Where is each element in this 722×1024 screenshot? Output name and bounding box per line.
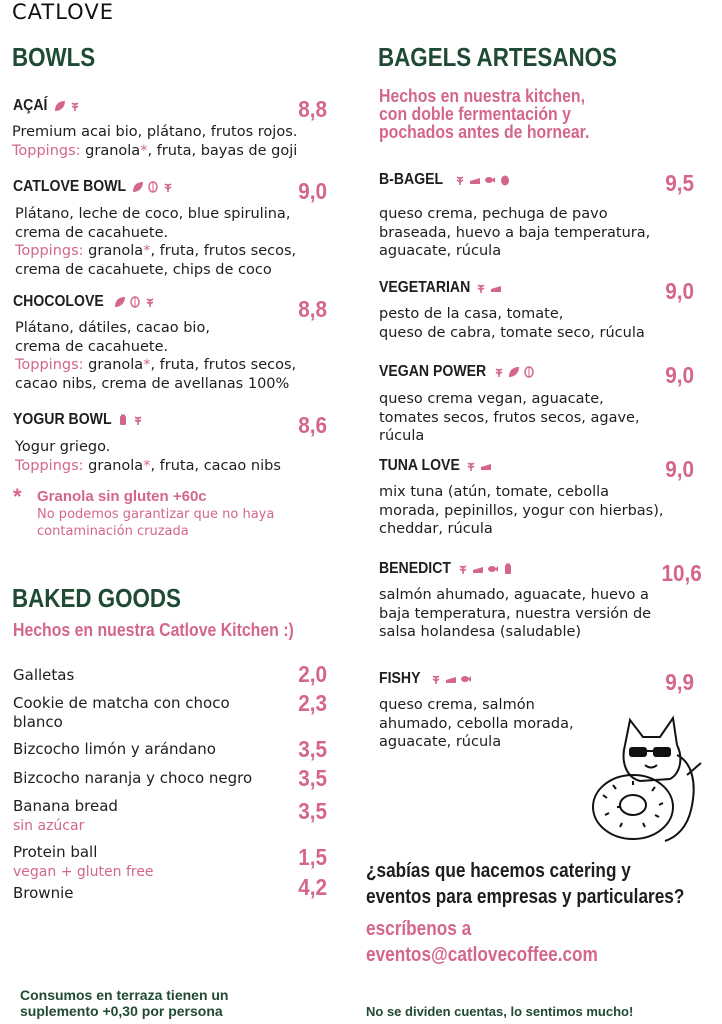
desc-line: braseada, huevo a baja temperatura, xyxy=(379,224,651,241)
menu-item-catlove-bowl xyxy=(13,178,174,196)
menu-item-vegan-power xyxy=(379,363,535,381)
desc-line: queso crema vegan, aguacate, xyxy=(379,391,604,407)
desc-line: queso de cabra, tomate seco, rúcula xyxy=(379,324,645,341)
toppings-text: granola xyxy=(80,142,141,159)
milk-icon xyxy=(117,414,129,426)
allergen-icons xyxy=(457,563,514,575)
item-name: CHOCOLOVE xyxy=(13,293,104,310)
toppings-label: Toppings: xyxy=(15,457,84,474)
item-price: 9,0 xyxy=(665,362,694,388)
menu-item-vegetarian xyxy=(379,279,502,297)
item-description xyxy=(379,696,574,752)
item-description xyxy=(379,586,651,642)
allergen-icons xyxy=(114,296,156,308)
asterisk: * xyxy=(140,142,148,159)
baked-item-price: 1,5 xyxy=(298,844,327,870)
allergen-icons xyxy=(54,100,81,112)
catering-line: ¿sabías que hacemos catering y xyxy=(366,860,631,882)
allergen-icons xyxy=(493,366,535,378)
allergen-icons xyxy=(430,673,472,685)
baked-item-sub: vegan + gluten free xyxy=(13,864,154,880)
item-name: TUNA LOVE xyxy=(379,457,460,474)
wheat-icon xyxy=(430,673,442,685)
fish-icon xyxy=(460,673,472,685)
baked-item-name xyxy=(13,694,230,732)
item-description xyxy=(15,205,296,279)
menu-item-acai xyxy=(13,97,81,115)
note-line: contaminación cruzada xyxy=(37,524,189,539)
item-price: 10,6 xyxy=(661,560,702,586)
item-price: 9,5 xyxy=(665,170,694,196)
catering-line: eventos para empresas y particulares? xyxy=(366,886,685,908)
toppings-text: , fruta, frutos secos, xyxy=(150,357,297,373)
item-name: VEGETARIAN xyxy=(379,279,471,296)
item-description xyxy=(379,483,664,539)
item-price: 8,8 xyxy=(298,96,327,122)
subtitle-line: con doble fermentación y xyxy=(379,104,571,124)
toppings-text: , fruta, bayas de goji xyxy=(147,142,298,159)
desc-line: crema de cacahuete. xyxy=(15,338,169,355)
item-name: B-BAGEL xyxy=(379,171,444,188)
item-name: BENEDICT xyxy=(379,560,451,577)
baked-item-name: Banana bread xyxy=(13,797,118,815)
toppings-line xyxy=(15,356,296,375)
cheese-icon xyxy=(469,174,481,186)
footer-line: suplemento +0,30 por persona xyxy=(20,1003,223,1019)
desc-line: tomates secos, frutos secos, agave, xyxy=(379,409,640,426)
note-line: No podemos garantizar que no haya xyxy=(37,507,275,522)
menu-item-fishy xyxy=(379,670,472,688)
menu-item-b-bagel xyxy=(379,171,511,189)
desc-line: Yogur griego. xyxy=(15,439,111,455)
desc-line: Plátano, leche de coco, blue spirulina, xyxy=(15,206,291,222)
allergen-icons xyxy=(132,181,174,193)
baked-item-name-line: Cookie de matcha con choco xyxy=(13,694,230,712)
catering-cta xyxy=(366,916,598,968)
nut-icon xyxy=(523,366,535,378)
allergen-icons xyxy=(475,282,502,294)
toppings-line xyxy=(15,242,296,261)
fish-icon xyxy=(487,563,499,575)
desc-line: ahumado, cebolla morada, xyxy=(379,715,574,732)
asterisk: * xyxy=(143,457,151,474)
desc-line: morada, pepinillos, yogur con hierbas), xyxy=(379,502,664,519)
baked-item-name-line: blanco xyxy=(13,713,63,731)
desc-line: cacao nibs, crema de avellanas 100% xyxy=(15,375,290,392)
section-subtitle-bagels xyxy=(379,87,589,141)
subtitle-line: Hechos en nuestra kitchen, xyxy=(379,86,585,106)
toppings-text: granola xyxy=(83,243,144,259)
footer-line: Consumos en terraza tienen un xyxy=(20,987,229,1003)
leaf-icon xyxy=(508,366,520,378)
baked-item-price: 4,2 xyxy=(298,874,327,900)
leaf-icon xyxy=(114,296,126,308)
item-name: VEGAN POWER xyxy=(379,363,487,380)
baked-item-price: 3,5 xyxy=(298,736,327,762)
toppings-label: Toppings: xyxy=(15,243,84,259)
desc-line: Plátano, dátiles, cacao bio, xyxy=(15,320,210,336)
desc-line: aguacate, rúcula xyxy=(379,243,502,259)
cheese-icon xyxy=(472,563,484,575)
item-description xyxy=(379,205,650,261)
item-price: 9,0 xyxy=(665,278,694,304)
fish-icon xyxy=(484,174,496,186)
toppings-label: Toppings: xyxy=(12,142,81,159)
catering-question xyxy=(366,858,684,910)
wheat-icon xyxy=(454,174,466,186)
item-name: CATLOVE BOWL xyxy=(13,178,127,195)
item-description xyxy=(379,305,645,342)
email-link[interactable]: eventos@catlovecoffee.com xyxy=(366,944,598,966)
cheese-icon xyxy=(490,282,502,294)
desc-line: salsa holandesa (saludable) xyxy=(379,624,582,640)
baked-item-sub: sin azúcar xyxy=(13,818,85,834)
item-price: 9,9 xyxy=(665,669,694,695)
leaf-icon xyxy=(132,181,144,193)
item-description xyxy=(15,319,296,393)
desc-line: pesto de la casa, tomate, xyxy=(379,306,564,322)
asterisk: * xyxy=(143,243,151,259)
desc-line: crema de cacahuete. xyxy=(15,224,169,241)
note-text xyxy=(37,506,274,540)
baked-item-price: 3,5 xyxy=(298,798,327,824)
nut-icon xyxy=(147,181,159,193)
desc-line: baja temperatura, nuestra versión de xyxy=(379,605,652,622)
baked-item-price: 3,5 xyxy=(298,765,327,791)
cheese-icon xyxy=(480,460,492,472)
desc-line: cheddar, rúcula xyxy=(379,521,493,537)
wheat-icon xyxy=(465,460,477,472)
toppings-text: granola xyxy=(83,457,144,474)
allergen-icons xyxy=(465,460,492,472)
cta-line: escríbenos a xyxy=(366,918,472,940)
menu-item-benedict xyxy=(379,560,514,578)
cheese-icon xyxy=(445,673,457,685)
wheat-icon xyxy=(457,563,469,575)
menu-item-yogur-bowl xyxy=(13,411,144,429)
menu-item-chocolove xyxy=(13,293,156,311)
item-name: AÇAÍ xyxy=(13,97,48,114)
asterisk: * xyxy=(143,357,151,373)
milk-icon xyxy=(502,563,514,575)
section-title-bagels: BAGELS ARTESANOS xyxy=(378,42,617,72)
item-name: FISHY xyxy=(379,670,421,687)
desc-line: crema de cacahuete, chips de coco xyxy=(15,261,272,278)
menu-item-tuna-love xyxy=(379,457,492,475)
desc-line: mix tuna (atún, tomate, cebolla xyxy=(379,484,610,500)
baked-item-price: 2,0 xyxy=(298,661,327,687)
item-name: YOGUR BOWL xyxy=(13,411,112,428)
note-title: Granola sin gluten +60c xyxy=(37,488,207,505)
wheat-icon xyxy=(144,296,156,308)
wheat-icon xyxy=(69,100,81,112)
egg-icon xyxy=(499,174,511,186)
wheat-icon xyxy=(132,414,144,426)
wheat-icon xyxy=(475,282,487,294)
desc-line: salmón ahumado, aguacate, huevo a xyxy=(379,587,649,603)
wheat-icon xyxy=(493,366,505,378)
baked-item-name: Bizcocho naranja y choco negro xyxy=(13,769,253,787)
item-description xyxy=(15,438,281,475)
item-description xyxy=(12,123,297,160)
allergen-icons xyxy=(454,174,511,186)
toppings-text: , fruta, cacao nibs xyxy=(150,457,281,474)
desc-line: aguacate, rúcula xyxy=(379,734,502,750)
allergen-icons xyxy=(117,414,144,426)
baked-item-name: Galletas xyxy=(13,666,75,684)
baked-item-name: Bizcocho limón y arándano xyxy=(13,740,216,758)
desc-line: rúcula xyxy=(379,428,425,444)
item-price: 8,8 xyxy=(298,296,327,322)
desc-line: queso crema, salmón xyxy=(379,697,535,713)
baked-item-price: 2,3 xyxy=(298,690,327,716)
item-price: 8,6 xyxy=(298,412,327,438)
toppings-text: granola xyxy=(83,357,144,373)
toppings-line xyxy=(12,142,297,161)
wheat-icon xyxy=(162,181,174,193)
leaf-icon xyxy=(54,100,66,112)
section-subtitle-baked: Hechos en nuestra Catlove Kitchen :) xyxy=(13,620,294,640)
item-price: 9,0 xyxy=(298,178,327,204)
section-title-bowls: BOWLS xyxy=(12,42,96,72)
baked-item-name: Protein ball xyxy=(13,843,98,861)
footer-no-split-note: No se dividen cuentas, lo sentimos mucho! xyxy=(366,1004,634,1019)
desc-line: Premium acai bio, plátano, frutos rojos. xyxy=(12,124,298,140)
cat-with-bagel-illustration xyxy=(585,715,705,843)
item-price: 9,0 xyxy=(665,456,694,482)
desc-line: queso crema, pechuga de pavo xyxy=(379,206,608,222)
nut-icon xyxy=(129,296,141,308)
section-title-baked-goods: BAKED GOODS xyxy=(12,583,181,613)
logo: CATLOVE xyxy=(12,0,114,24)
toppings-line xyxy=(15,457,281,476)
toppings-text: , fruta, frutos secos, xyxy=(150,243,297,259)
item-description xyxy=(379,390,640,446)
footer-terrace-note xyxy=(20,987,228,1019)
subtitle-line: pochados antes de hornear. xyxy=(379,122,590,142)
toppings-label: Toppings: xyxy=(15,357,84,373)
baked-item-name: Brownie xyxy=(13,884,74,902)
note-star: * xyxy=(13,484,22,509)
